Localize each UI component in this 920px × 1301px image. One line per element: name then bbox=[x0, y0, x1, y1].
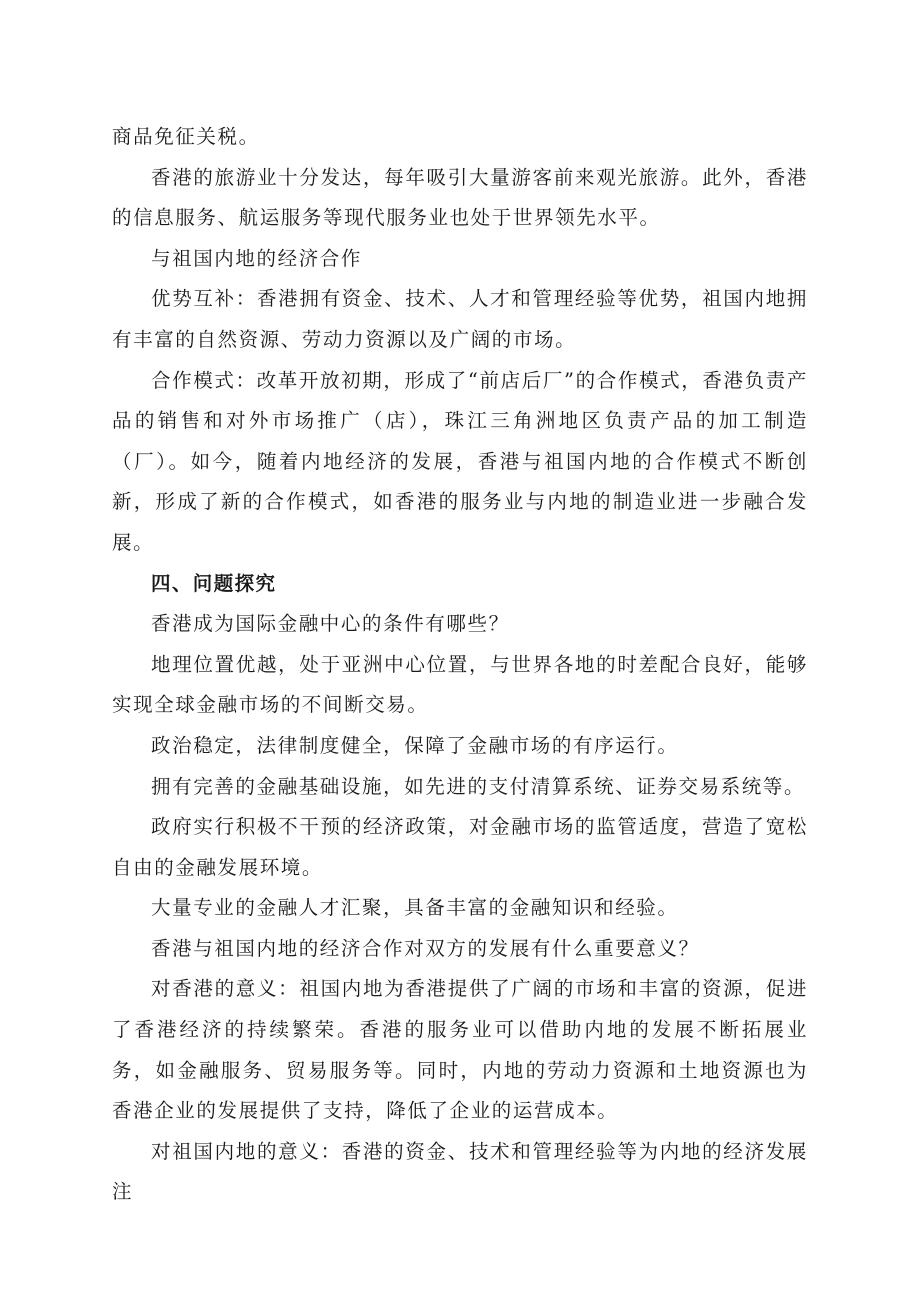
paragraph-text: 对香港的意义：祖国内地为香港提供了广阔的市场和丰富的资源，促进了香港经济的持续繁荣。香港的服务业可以借助内地的发展不断拓展业务，如金融服务、贸易服务等。同时，内地的劳动力资源和土地资源也为香港企业的发展提供了支持，降低了企业的运营成本。 bbox=[112, 977, 808, 1123]
paragraph-text: 对祖国内地的意义：香港的资金、技术和管理经验等为内地的经济发展注 bbox=[112, 1139, 808, 1204]
question-text: 香港成为国际金融中心的条件有哪些？ bbox=[151, 612, 510, 636]
paragraph-text: 政治稳定，法律制度健全，保障了金融市场的有序运行。 bbox=[151, 733, 679, 757]
subsection-title: 与祖国内地的经济合作 bbox=[151, 246, 363, 270]
section-heading: 四、问题探究 bbox=[151, 571, 277, 595]
paragraph-text: 大量专业的金融人才汇聚，具备丰富的金融知识和经验。 bbox=[151, 896, 679, 920]
paragraph-text: 政府实行积极不干预的经济政策，对金融市场的监管适度，营造了宽松自由的金融发展环境。 bbox=[112, 815, 808, 879]
paragraph-text: 商品免征关税。 bbox=[112, 125, 260, 148]
paragraph-text: 合作模式：改革开放初期，形成了“前店后厂”的合作模式，香港负责产品的销售和对外市场推广（店），珠江三角洲地区负责产品的加工制造（厂）。如今，随着内地经济的发展，香港与祖国内地的合作模式不断创新，形成了新的合作模式，如香港的服务业与内地的制造业进一步融合发展。 bbox=[112, 368, 808, 554]
paragraph-text: 香港的旅游业十分发达，每年吸引大量游客前来观光旅游。此外，香港的信息服务、航运服务等现代服务业也处于世界领先水平。 bbox=[112, 165, 808, 230]
question-text: 香港与祖国内地的经济合作对双方的发展有什么重要意义？ bbox=[151, 936, 700, 960]
document-body bbox=[112, 117, 808, 1213]
paragraph-text: 优势互补：香港拥有资金、技术、人才和管理经验等优势，祖国内地拥有丰富的自然资源、劳动力资源以及广阔的市场。 bbox=[112, 287, 808, 351]
paragraph-text: 地理位置优越，处于亚洲中心位置，与世界各地的时差配合良好，能够实现全球金融市场的不间断交易。 bbox=[112, 652, 808, 717]
paragraph-text: 拥有完善的金融基础设施，如先进的支付清算系统、证券交易系统等。 bbox=[151, 774, 806, 798]
